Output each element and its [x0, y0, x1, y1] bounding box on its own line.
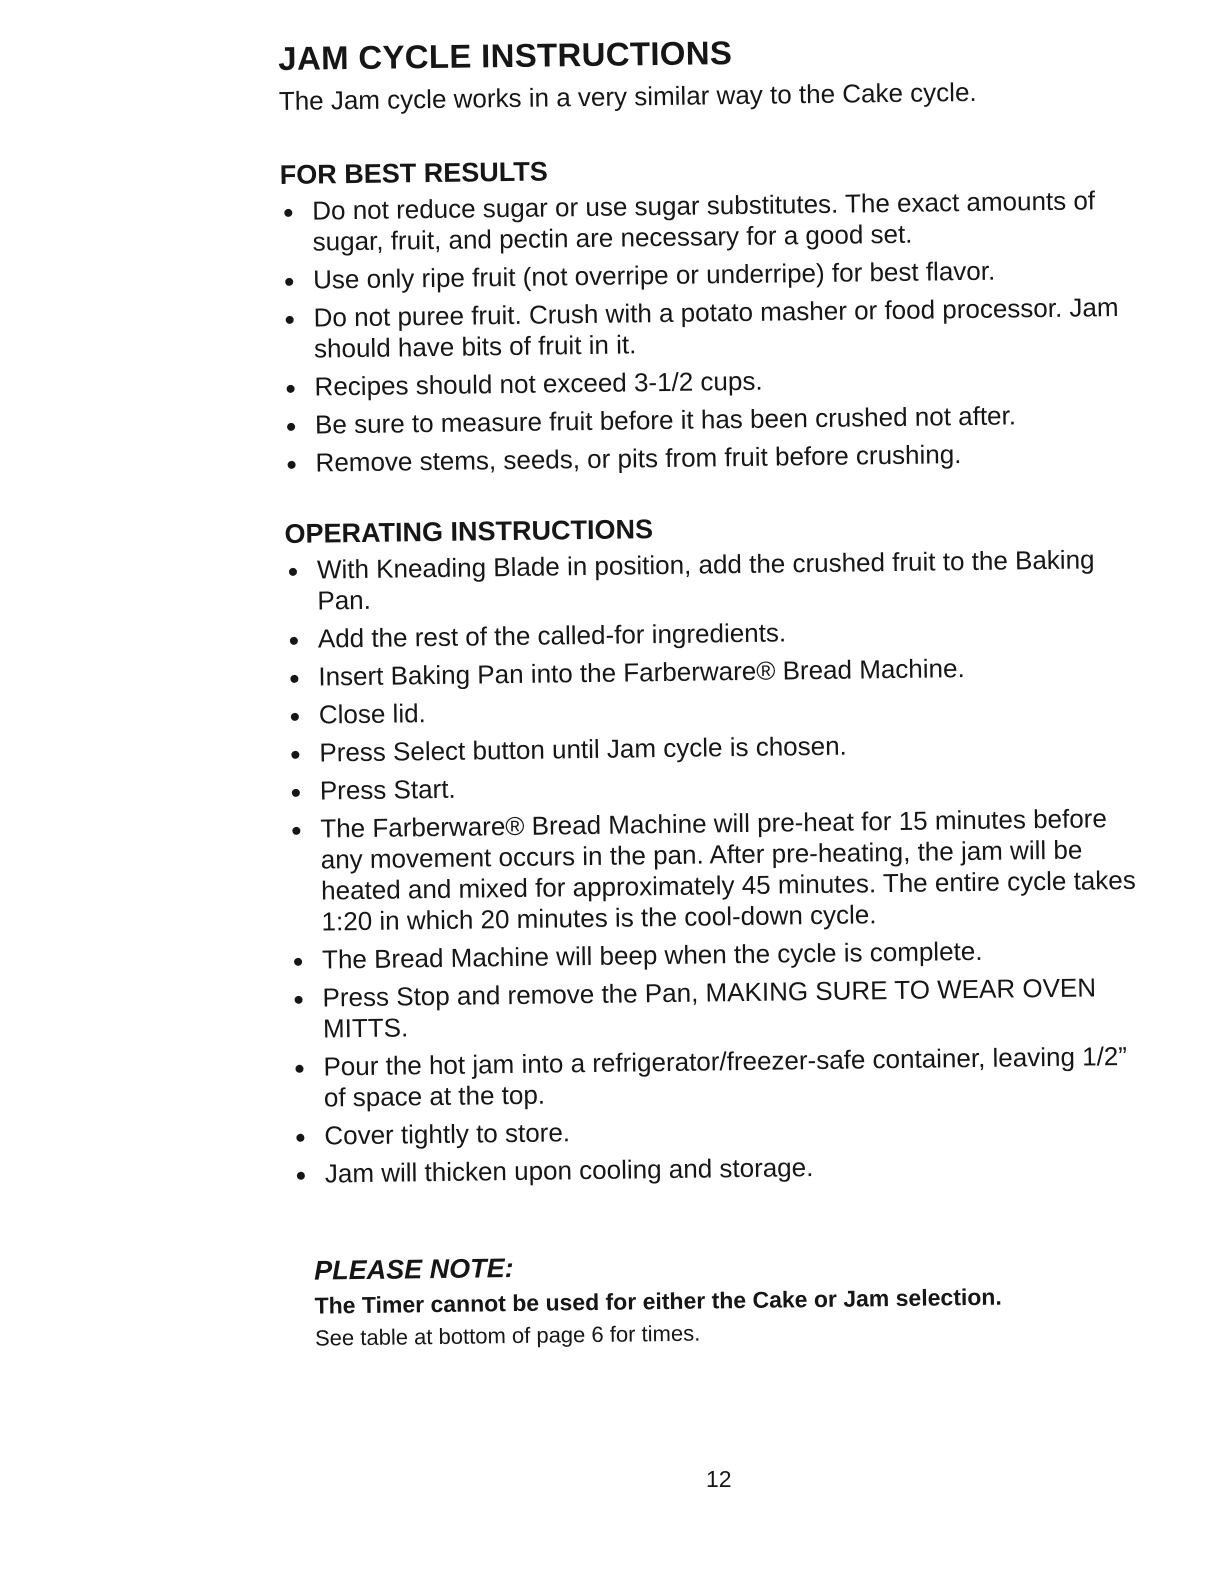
please-note-block	[294, 1243, 1145, 1354]
list-item	[290, 934, 1140, 976]
page-content	[278, 27, 1145, 1354]
list-item	[288, 765, 1138, 807]
list-item-text: Recipes should not exceed 3-1/2 cups.	[314, 365, 763, 402]
list-item-text: Jam will thicken upon cooling and storage.	[324, 1152, 814, 1189]
bullet-icon	[287, 385, 295, 393]
bullet-icon	[287, 423, 295, 431]
list-item-text: Do not puree fruit. Crush with a potato masher or food processor. Jam should have bits of fruit in it.	[313, 292, 1119, 364]
list-item	[280, 185, 1131, 258]
bullet-icon	[292, 789, 300, 797]
list-item	[285, 544, 1136, 617]
list-item-text: The Bread Machine will beep when the cycle is complete.	[321, 935, 983, 975]
list-item	[283, 399, 1133, 441]
operating-instructions-list	[285, 544, 1143, 1190]
list-item	[291, 1041, 1142, 1114]
best-results-heading: FOR BEST RESULTS	[279, 156, 548, 190]
bullet-icon	[294, 958, 302, 966]
list-item	[286, 613, 1136, 655]
list-item	[286, 651, 1136, 693]
list-item-text: Cover tightly to store.	[324, 1117, 571, 1151]
bullet-icon	[285, 278, 293, 286]
list-item	[293, 1148, 1143, 1190]
bullet-icon	[291, 751, 299, 759]
bullet-icon	[288, 461, 296, 469]
list-item-text: Do not reduce sugar or use sugar substitutes. The exact amounts of sugar, fruit, and pectin are necessary for a good set.	[312, 185, 1096, 257]
list-item-text: Be sure to measure fruit before it has been crushed not after.	[314, 400, 1017, 440]
bullet-icon	[289, 568, 297, 576]
bullet-icon	[284, 209, 292, 217]
list-item	[292, 1110, 1142, 1152]
list-item-text: Insert Baking Pan into the Farberware® Bread Machine.	[318, 653, 965, 692]
list-item-text: With Kneading Blade in position, add the crushed fruit to the Baking Pan.	[316, 544, 1095, 616]
list-item-text: Press Select button until Jam cycle is chosen.	[319, 730, 847, 768]
list-item	[281, 292, 1132, 365]
list-item-text: Remove stems, seeds, or pits from fruit before crushing.	[315, 439, 962, 478]
list-item-text: Press Stop and remove the Pan, MAKING SURE TO WEAR OVEN MITTS.	[322, 972, 1097, 1044]
page-number: 12	[706, 1466, 732, 1492]
list-item	[288, 803, 1140, 938]
list-item-text: Close lid.	[318, 698, 426, 730]
list-item-text: Add the rest of the called-for ingredients.	[317, 617, 787, 654]
please-note-heading: PLEASE NOTE:	[313, 1253, 514, 1286]
list-item-text: Press Start.	[319, 773, 456, 806]
list-item-text: Use only ripe fruit (not overripe or underripe) for best flavor.	[312, 255, 996, 295]
bullet-icon	[295, 1065, 303, 1073]
list-item-text: The Farberware® Bread Machine will pre-heat for 15 minutes before any movement occurs in the pan. After pre-heating, the jam will be heated and mixed for approximately 45 minutes. The entire cycle takes 1:20 in which 20 minutes is the cool-down cycle.	[320, 803, 1136, 937]
list-item	[287, 727, 1137, 769]
page-title: JAM CYCLE INSTRUCTIONS	[278, 34, 733, 77]
list-item	[290, 972, 1141, 1045]
bullet-icon	[296, 1134, 304, 1142]
list-item-text: Pour the hot jam into a refrigerator/freezer-safe container, leaving 1/2” of space at the top.	[323, 1040, 1128, 1113]
intro-text: The Jam cycle works in a very similar way to the Cake cycle.	[278, 76, 977, 116]
bullet-icon	[295, 996, 303, 1004]
operating-instructions-heading: OPERATING INSTRUCTIONS	[284, 514, 654, 549]
bullet-icon	[292, 827, 300, 835]
bullet-icon	[291, 713, 299, 721]
bullet-icon	[286, 316, 294, 324]
bullet-icon	[290, 637, 298, 645]
list-item	[283, 437, 1133, 479]
list-item	[287, 689, 1137, 731]
best-results-list	[280, 185, 1134, 479]
timer-note: The Timer cannot be used for either the Cake or Jam selection.	[314, 1283, 1002, 1319]
bullet-icon	[290, 675, 298, 683]
table-reference-note: See table at bottom of page 6 for times.	[314, 1320, 701, 1351]
list-item	[282, 361, 1132, 403]
bullet-icon	[297, 1172, 305, 1180]
list-item	[281, 254, 1131, 296]
